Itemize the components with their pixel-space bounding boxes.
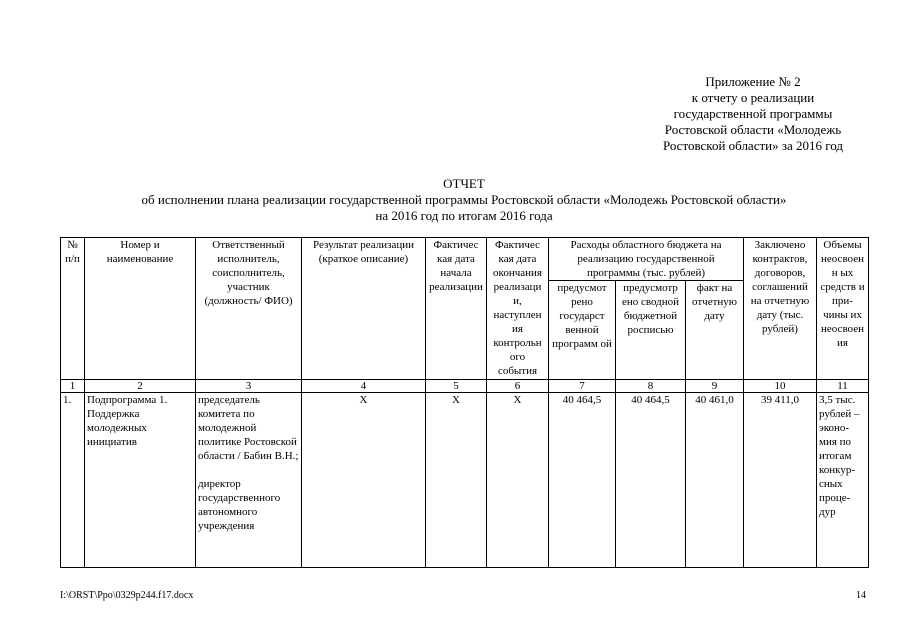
row-num: 1.	[61, 393, 85, 568]
header-start-date: Фактичес кая дата начала реализации	[426, 238, 487, 380]
header-planned-program: предусмот рено государст венной программ ой	[549, 281, 616, 380]
row-planned-program: 40 464,5	[549, 393, 616, 568]
header-expenses-group: Расходы областного бюджета на реализацию государственной программы (тыс. рублей)	[549, 238, 744, 281]
header-row-top	[61, 238, 869, 281]
column-number: 7	[549, 380, 616, 393]
column-number: 9	[686, 380, 744, 393]
column-number: 1	[61, 380, 85, 393]
report-subtitle-line1: об исполнении плана реализации государственной программы Ростовской области «Молодежь Ростовской области»	[141, 192, 787, 207]
header-num: № п/п	[61, 238, 85, 380]
appendix-line: Ростовской области «Молодежь	[664, 122, 842, 137]
appendix-line: Приложение № 2	[705, 74, 801, 89]
report-heading: ОТЧЕТ	[443, 176, 485, 191]
column-number: 2	[85, 380, 196, 393]
header-result: Результат реализации (краткое описание)	[302, 238, 426, 380]
row-planned-budget: 40 464,5	[616, 393, 686, 568]
column-number: 5	[426, 380, 487, 393]
appendix-line: государственной программы	[673, 106, 833, 121]
header-end-date: Фактичес кая дата окончания реализаци и, наступлен ия контрольн ого события	[487, 238, 549, 380]
executor-part1: председатель комитета по молодежной политике Ростовской области / Бабин В.Н.;	[198, 394, 299, 462]
header-fact: факт на отчетную дату	[686, 281, 744, 380]
appendix-note	[600, 74, 905, 154]
header-unspent: Объемы неосвоенн ых средств и при- чины их неосвоения	[817, 238, 869, 380]
column-number: 10	[744, 380, 817, 393]
row-name: Подпрограмма 1. Поддержка молодежных инициатив	[85, 393, 196, 568]
header-contracts: Заключено контрактов, договоров, соглашений на отчетную дату (тыс. рублей)	[744, 238, 817, 380]
row-executor	[196, 393, 302, 568]
column-number: 4	[302, 380, 426, 393]
row-unspent: 3,5 тыс. рублей – эконо- мия по итогам конкур- сных проце- дур	[817, 393, 869, 568]
table-row	[61, 393, 869, 568]
appendix-line: к отчету о реализации	[691, 90, 815, 105]
column-number: 11	[817, 380, 869, 393]
header-planned-budget: предусмотр ено сводной бюджетной росписью	[616, 281, 686, 380]
appendix-line: Ростовской области» за 2016 год	[662, 138, 844, 153]
row-start-date: Х	[426, 393, 487, 568]
row-fact: 40 461,0	[686, 393, 744, 568]
header-name: Номер и наименование	[85, 238, 196, 380]
file-path: I:\ORST\Ppo\0329p244.f17.docx	[60, 590, 194, 601]
column-number: 6	[487, 380, 549, 393]
column-number-row	[61, 380, 869, 393]
header-executor: Ответственный исполнитель, соисполнитель, участник (должность/ ФИО)	[196, 238, 302, 380]
row-end-date: Х	[487, 393, 549, 568]
row-contracts: 39 411,0	[744, 393, 817, 568]
executor-part2: директор государственного автономного учреждения	[198, 478, 281, 532]
report-table	[60, 237, 869, 568]
report-subtitle-line2: на 2016 год по итогам 2016 года	[375, 208, 553, 223]
page-number: 14	[856, 590, 866, 601]
row-result: Х	[302, 393, 426, 568]
column-number: 8	[616, 380, 686, 393]
report-title	[60, 176, 868, 224]
column-number: 3	[196, 380, 302, 393]
